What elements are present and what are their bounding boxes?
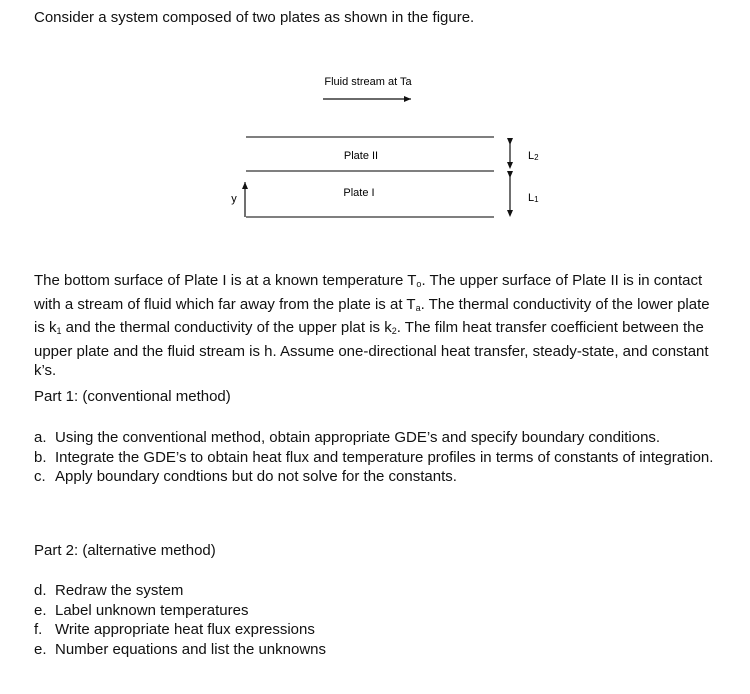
list-item: c. Apply boundary condtions but do not solve for the constants.: [34, 468, 457, 486]
part1-title: Part 1: (conventional method): [34, 388, 231, 405]
problem-description: The bottom surface of Plate I is at a known temperature $T_o$. The upper surface of Plate II is in contact with a stream of fluid which far away from the plate is at $T_a$. The thermal conductivity of the lower plate is $k_1$ and the thermal conductivity of the upper plat is $k_2$. The film heat transfer coefficient between the upper plate and the fluid stream is h. Assume one-directional heat transfer, steady-state, and constant k’s.: [34, 272, 710, 380]
part1-list: [34, 428, 724, 487]
two-plate-figure: [0, 0, 750, 260]
list-item: d. Redraw the system: [34, 582, 184, 599]
l1-label: L1: [528, 192, 539, 204]
part2-list: [34, 581, 724, 659]
list-item: b. Integrate the GDE’s to obtain heat flux and temperature profiles in terms of constants of integration.: [34, 448, 714, 466]
intro-text: Consider a system composed of two plates as shown in the figure.: [34, 9, 475, 26]
list-item: a. Using the conventional method, obtain appropriate GDE’s and specify boundary conditions.: [34, 429, 661, 446]
list-item: e. Label unknown temperatures: [34, 601, 249, 619]
plate1-label: Plate I: [343, 187, 375, 199]
list-item: e. Number equations and list the unknowns: [34, 640, 326, 658]
l2-label: L2: [528, 150, 539, 162]
y-axis-label: y: [231, 193, 237, 205]
fluid-stream-label: Fluid stream at Ta: [324, 76, 412, 88]
part2-title: Part 2: (alternative method): [34, 542, 216, 559]
plate2-label: Plate II: [343, 150, 379, 162]
list-item: f. Write appropriate heat flux expressions: [34, 621, 315, 639]
